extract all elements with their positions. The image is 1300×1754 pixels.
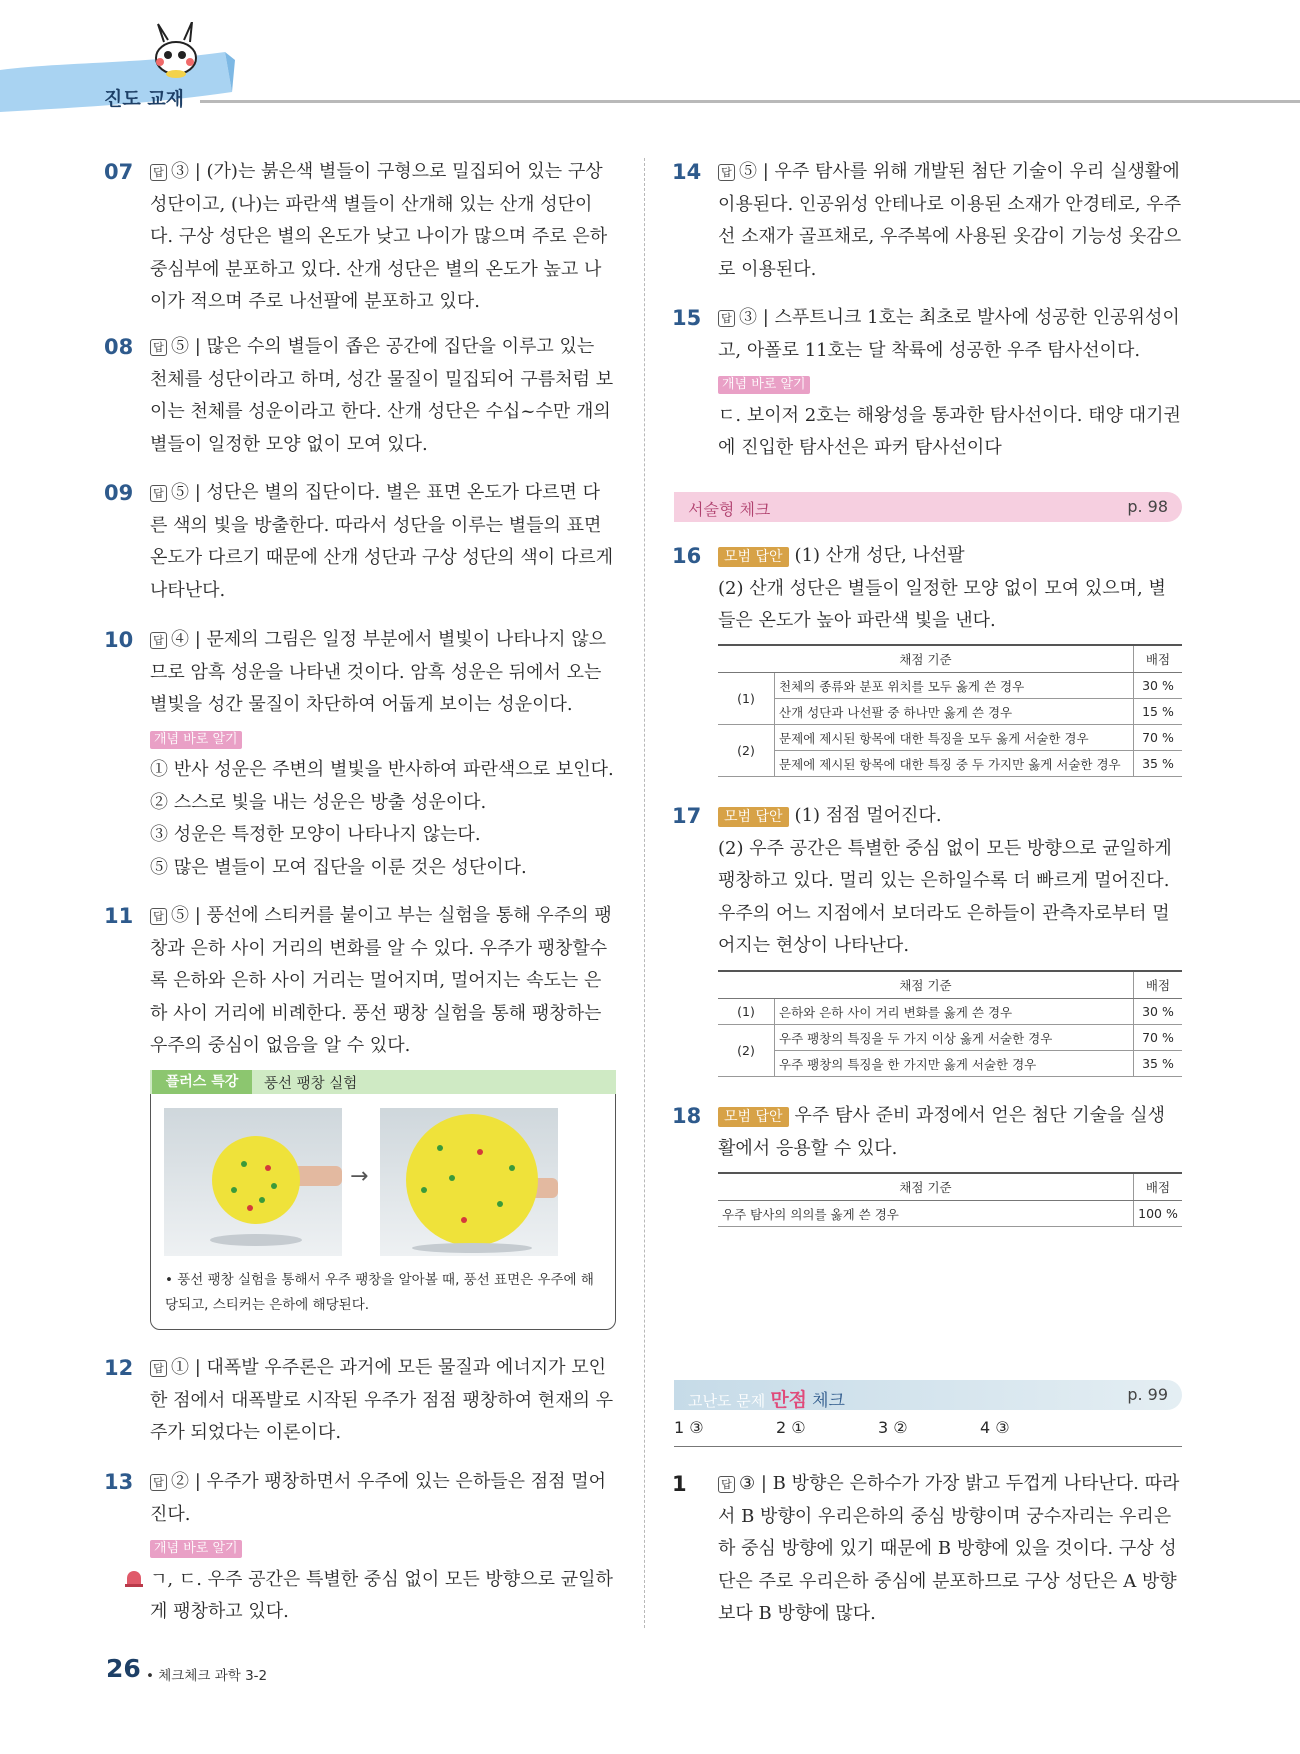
quick-answer: 1 ③ [674,1418,704,1437]
grading-score: 30 % [1134,999,1183,1025]
question-text: ③ | B 방향은 은하수가 가장 밝고 두껍게 나타난다. 따라서 B 방향이 우리은하의 중심 방향이며 궁수자리는 우리은하 중심 방향에 있기 때문에 B 방향에 있을 것이다. 구상 성단은 주로 우리은하 중심에 분포하므로 구상 성단은 A 방향보다 B 방향에 많다. [718,1473,1180,1624]
balloon-small-image [164,1108,342,1256]
grading-header-score: 배점 [1134,1173,1183,1201]
question-12 [104,1352,614,1450]
question-number: 09 [104,481,134,505]
book-title: • 체크체크 과학 3-2 [146,1668,268,1684]
question-number: 1 [672,1472,687,1496]
question-text: ⑤ | 많은 수의 별들이 좁은 공간에 집단을 이루고 있는 천체를 성단이라고 하며, 성간 물질이 밀집되어 구름처럼 보이는 천체를 성운이라고 한다. 산개 성단은 수십~수만 개의 별들이 일정한 모양 없이 모여 있다. [150,336,614,455]
answer-part-2: (2) 우주 공간은 특별한 중심 없이 모든 방향으로 균일하게 팽창하고 있다. 멀리 있는 은하일수록 더 빠르게 멀어진다. 우주의 어느 지점에서 보더라도 은하들이 관측자로부터 멀어지는 현상이 나타난다. [718,837,1172,956]
hard-check-band [674,1380,1182,1410]
grading-part: (2) [718,1025,775,1077]
question-number: 12 [104,1356,134,1380]
question-text: ③ | 스푸트니크 1호는 최초로 발사에 성공한 인공위성이고, 아폴로 11호는 달 착륙에 성공한 우주 탐사선이다. [718,307,1180,361]
answer-mark-icon: 답 [150,1360,167,1377]
question-text: ⑤ | 풍선에 스티커를 붙이고 부는 실험을 통해 우주의 팽창과 은하 사이 거리의 변화를 알 수 있다. 우주가 팽창할수록 은하와 은하 사이 거리는 멀어지며, 멀어지는 속도는 은하 사이 거리에 비례한다. 풍선 팽창 실험을 통해 팽창하는 우주의 중심이 없음을 알 수 있다. [150,905,612,1056]
grading-criterion: 산개 성단과 나선팔 중 하나만 옳게 쓴 경우 [775,699,1134,725]
concept-note: ㄷ. 보이저 2호는 해왕성을 통과한 탐사선이다. 태양 대기권에 진입한 탐사선은 파커 탐사선이다 [718,404,1181,458]
grading-score: 35 % [1134,751,1183,777]
question-08 [104,331,614,461]
grading-criterion: 은하와 은하 사이 거리 변화를 옳게 쓴 경우 [775,999,1134,1025]
grading-score: 100 % [1134,1201,1183,1227]
grading-table-18 [718,1172,1182,1227]
question-13 [104,1466,614,1629]
grading-part: (1) [718,673,775,725]
book-title-text: 체크체크 과학 3-2 [158,1668,268,1684]
arrow-icon: → [350,1164,369,1189]
grading-score: 70 % [1134,1025,1183,1051]
answer-part-1: (1) 점점 멀어진다. [794,805,942,826]
grading-criterion: 우주 팽창의 특징을 한 가지만 옳게 서술한 경우 [775,1051,1134,1077]
question-number: 15 [672,306,702,330]
header-label: 진도 교재 [104,88,185,110]
quick-answers [674,1418,1082,1437]
concept-note: ① 반사 성운은 주변의 별빛을 반사하여 파란색으로 보인다. [150,759,614,780]
question-number: 08 [104,335,134,359]
answer-mark-icon: 답 [150,1474,167,1491]
question-15 [672,302,1182,465]
question-text: ① | 대폭발 우주론은 과거에 모든 물질과 에너지가 모인 한 점에서 대폭발로 시작된 우주가 점점 팽창하여 현재의 우주가 되었다는 이론이다. [150,1357,614,1443]
answer-mark-icon: 답 [150,339,167,356]
answer-mark-icon: 답 [150,485,167,502]
question-text: ③ | (가)는 붉은색 별들이 구형으로 밀집되어 있는 구상 성단이고, (나)는 파란색 별들이 산개해 있는 산개 성단이다. 구상 성단은 별의 온도가 낮고 나이가 많으며 주로 은하 중심부에 분포하고 있다. 산개 성단은 별의 온도가 높고 나이가 적으며 주로 나선팔에 분포하고 있다. [150,161,608,312]
question-text: ⑤ | 우주 탐사를 위해 개발된 첨단 기술이 우리 실생활에 이용된다. 인공위성 안테나로 이용된 소재가 안경테로, 우주선 소재가 골프채로, 우주복에 사용된 옷감이 기능성 옷감으로 이용된다. [718,161,1182,280]
question-text: ② | 우주가 팽창하면서 우주에 있는 은하들은 점점 멀어진다. [150,1471,606,1525]
answer-mark-icon: 답 [150,908,167,925]
mascot-icon [146,22,206,80]
essay-check-title: 서술형 체크 [688,500,771,519]
concept-note: ㄱ, ㄷ. 우주 공간은 특별한 중심 없이 모든 방향으로 균일하게 팽창하고 있다. [150,1568,613,1622]
answer-part-2: (2) 산개 성단은 별들이 일정한 모양 없이 모여 있으며, 별들은 온도가 높아 파란색 빛을 낸다. [718,577,1166,631]
question-14 [672,156,1182,286]
answer-part-1: 우주 탐사 준비 과정에서 얻은 첨단 기술을 실생활에서 응용할 수 있다. [718,1105,1165,1159]
question-number: 13 [104,1470,134,1494]
grading-criterion: 우주 팽창의 특징을 두 가지 이상 옳게 서술한 경우 [775,1025,1134,1051]
quick-answer: 3 ② [878,1418,908,1437]
grading-criterion: 천체의 종류와 분포 위치를 모두 옳게 쓴 경우 [775,673,1134,699]
question-text: ④ | 문제의 그림은 일정 부분에서 별빛이 나타나지 않으므로 암흑 성운을 나타낸 것이다. 암흑 성운은 뒤에서 오는 별빛을 성간 물질이 차단하여 어둡게 보이는 성운이다. [150,629,606,715]
answer-mark-icon: 답 [150,164,167,181]
answer-mark-icon: 답 [718,1476,735,1493]
answer-part-1: (1) 산개 성단, 나선팔 [794,545,965,566]
question-text: ⑤ | 성단은 별의 집단이다. 별은 표면 온도가 다르면 다른 색의 빛을 방출한다. 따라서 성단을 이루는 별들의 표면 온도가 다르기 때문에 산개 성단과 구상 성단의 색이 다르게 나타난다. [150,482,614,601]
essay-check-page: p. 98 [1127,497,1168,516]
grading-header-score: 배점 [1134,971,1183,999]
grading-criterion: 문제에 제시된 항목에 대한 특징을 모두 옳게 서술한 경우 [775,725,1134,751]
answers-rule [674,1446,1182,1447]
grading-part: (2) [718,725,775,777]
question-17 [672,800,1182,963]
question-number: 17 [672,804,702,828]
question-11 [104,900,614,1063]
grading-score: 70 % [1134,725,1183,751]
plus-lecture-title: 풍선 팽창 실험 [264,1076,358,1092]
answer-mark-icon: 답 [718,164,735,181]
grading-table-16 [718,644,1182,777]
quick-answer: 2 ① [776,1418,806,1437]
question-number: 10 [104,628,134,652]
question-number: 11 [104,904,134,928]
question-16 [672,540,1182,638]
grading-score: 30 % [1134,673,1183,699]
question-09 [104,477,614,607]
grading-part: (1) [718,999,775,1025]
model-answer-tag: 모범 답안 [718,807,789,827]
question-number: 16 [672,544,702,568]
answer-mark-icon: 답 [718,310,735,327]
concept-tag: 개념 바로 알기 [150,731,242,749]
quick-answer: 4 ③ [980,1418,1010,1437]
grading-header-score: 배점 [1134,645,1183,673]
page-number: 26 [106,1654,141,1683]
concept-note: ⑤ 많은 별들이 모여 집단을 이룬 것은 성단이다. [150,856,527,878]
grading-table-17 [718,970,1182,1077]
question-10 [104,624,614,884]
question-number: 07 [104,160,134,184]
hard-check-page: p. 99 [1127,1385,1168,1404]
concept-tag: 개념 바로 알기 [150,1540,242,1558]
concept-tag: 개념 바로 알기 [718,376,810,394]
hard-question-1 [672,1468,1182,1631]
question-18 [672,1100,1182,1165]
hard-title-main: 만점 [770,1389,808,1411]
concept-note: ② 스스로 빛을 내는 성운은 방출 성운이다. [150,791,487,813]
question-07 [104,156,614,319]
alarm-icon [124,1568,144,1588]
plus-lecture-caption: • 풍선 팽창 실험을 통해서 우주 팽창을 알아볼 때, 풍선 표면은 우주에 해당되고, 스티커는 은하에 해당된다. [165,1272,594,1313]
hard-check-title [688,1385,845,1412]
grading-score: 35 % [1134,1051,1183,1077]
grading-score: 15 % [1134,699,1183,725]
header-rule [200,100,1300,103]
grading-header-criteria: 채점 기준 [718,971,1134,999]
grading-header-criteria: 채점 기준 [718,645,1134,673]
answer-mark-icon: 답 [150,632,167,649]
grading-criterion: 문제에 제시된 항목에 대한 특징 중 두 가지만 옳게 서술한 경우 [775,751,1134,777]
essay-check-band [674,492,1182,522]
model-answer-tag: 모범 답안 [718,1107,789,1127]
hard-title-suffix: 체크 [812,1391,845,1411]
model-answer-tag: 모범 답안 [718,547,789,567]
grading-criterion: 우주 탐사의 의의를 옳게 쓴 경우 [718,1201,1134,1227]
plus-lecture-tag: 플러스 특강 [152,1070,252,1094]
hard-title-prefix: 고난도 문제 [688,1392,766,1410]
question-number: 18 [672,1104,702,1128]
balloon-large-image [380,1108,558,1256]
grading-header-criteria: 채점 기준 [718,1173,1134,1201]
column-divider [644,158,645,1628]
question-number: 14 [672,160,702,184]
concept-note: ③ 성운은 특정한 모양이 나타나지 않는다. [150,824,481,845]
